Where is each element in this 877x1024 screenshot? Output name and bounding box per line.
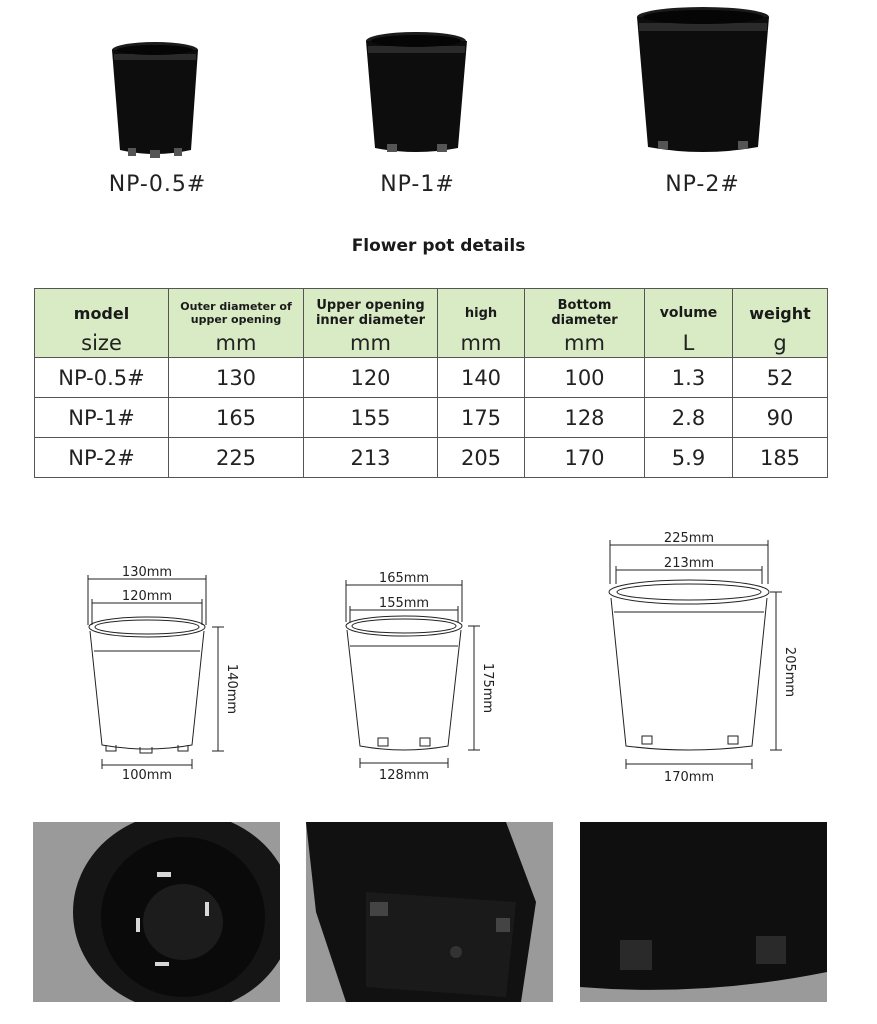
spec-table	[34, 288, 828, 478]
dim-outer: 130mm	[121, 565, 173, 580]
product-label-np-1: NP-1#	[380, 172, 455, 197]
header-label: weight	[749, 303, 811, 323]
cell-high: 205	[438, 438, 525, 478]
pot-photo-np-1	[363, 30, 470, 158]
cell-high: 175	[438, 398, 525, 438]
header-bottom-diameter	[525, 289, 645, 358]
cell-outer-diameter: 225	[169, 438, 304, 478]
cell-weight: 90	[733, 398, 828, 438]
cell-outer-diameter: 165	[169, 398, 304, 438]
header-unit: mm	[215, 331, 257, 355]
cell-bottom-diameter: 128	[525, 398, 645, 438]
header-unit: mm	[350, 331, 391, 355]
cell-volume: 1.3	[645, 358, 733, 398]
section-title: Flower pot details	[351, 236, 526, 256]
header-high	[438, 289, 525, 358]
dim-bottom: 170mm	[663, 770, 715, 785]
dim-bottom: 100mm	[121, 768, 173, 783]
product-label-np-2: NP-2#	[665, 172, 740, 197]
header-unit: size	[81, 331, 122, 355]
cell-volume: 5.9	[645, 438, 733, 478]
dim-height: 140mm	[224, 663, 239, 715]
cell-outer-diameter: 130	[169, 358, 304, 398]
header-label: Outer diameter of upper opening	[180, 300, 292, 326]
pot-interior-image	[33, 822, 280, 1002]
product-label-np-0-5: NP-0.5#	[108, 172, 207, 197]
header-outer-diameter	[169, 289, 304, 358]
dim-bottom: 128mm	[378, 768, 430, 783]
header-inner-diameter	[304, 289, 438, 358]
cell-bottom-diameter: 100	[525, 358, 645, 398]
pot-bottom-image	[306, 822, 553, 1002]
cell-bottom-diameter: 170	[525, 438, 645, 478]
table-row	[35, 398, 828, 438]
cell-weight: 185	[733, 438, 828, 478]
cell-weight: 52	[733, 358, 828, 398]
pot-photo-np-0-5	[108, 40, 203, 162]
cell-inner-diameter: 155	[304, 398, 438, 438]
header-weight	[733, 289, 828, 358]
detail-photo-side	[580, 822, 827, 1002]
detail-photo-inside	[33, 822, 280, 1002]
dim-inner: 155mm	[378, 596, 430, 611]
dim-outer: 165mm	[378, 571, 430, 586]
detail-photo-bottom	[306, 822, 553, 1002]
dim-inner: 120mm	[121, 589, 173, 604]
header-unit: mm	[564, 331, 605, 355]
dim-height: 175mm	[480, 662, 495, 714]
cell-high: 140	[438, 358, 525, 398]
table-header-row	[35, 289, 828, 358]
drawing-np-1	[330, 560, 520, 790]
pot-photo-np-2	[634, 5, 772, 157]
header-label: Upper opening inner diameter	[315, 298, 426, 328]
header-label: volume	[659, 304, 718, 321]
cell-volume: 2.8	[645, 398, 733, 438]
header-volume	[645, 289, 733, 358]
header-model	[35, 289, 169, 358]
dim-inner: 213mm	[663, 556, 715, 571]
cell-inner-diameter: 213	[304, 438, 438, 478]
cell-model: NP-1#	[35, 398, 169, 438]
dim-height: 205mm	[782, 646, 797, 698]
header-label: Bottom diameter	[551, 298, 618, 328]
pot-side-image	[580, 822, 827, 1002]
cell-model: NP-0.5#	[35, 358, 169, 398]
cell-inner-diameter: 120	[304, 358, 438, 398]
table-row	[35, 438, 828, 478]
header-label: high	[464, 305, 498, 321]
cell-model: NP-2#	[35, 438, 169, 478]
table-row	[35, 358, 828, 398]
drawing-np-0-5	[70, 555, 260, 790]
drawing-np-2	[596, 522, 816, 790]
header-unit: g	[773, 331, 787, 355]
header-unit: mm	[460, 331, 502, 355]
dim-outer: 225mm	[663, 531, 715, 546]
header-label: model	[73, 303, 130, 323]
header-unit: L	[682, 331, 695, 355]
